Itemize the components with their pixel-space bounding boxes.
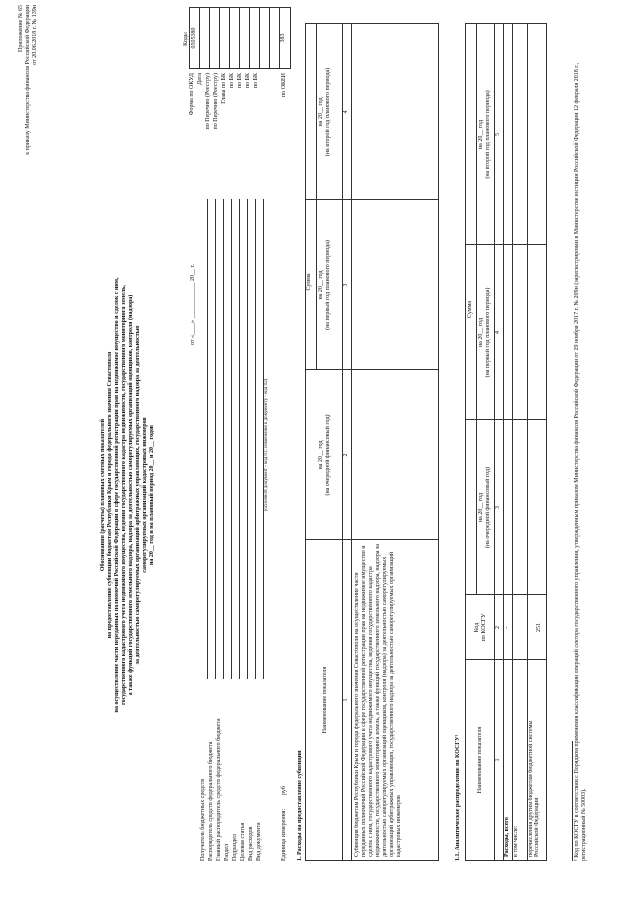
date-line: от «____» ____________ 20__ г. [190,264,196,345]
title-line-8: на 20__ год и на плановый период 20__ и 20__ годов [149,424,155,566]
table-2-colnum-4: 4 [495,331,501,334]
section-1-title: 1. Расходы на предоставление субвенции [297,750,303,861]
table-2-colnum-3: 3 [495,506,501,509]
table-1-colnum-2: 2 [343,453,349,457]
table-2-colnum-1: 1 [495,758,501,762]
table-2-row-total-code: - [504,626,510,629]
unit-value: руб [281,786,287,795]
table-2-head-code: Код [474,622,480,633]
table-1-head-year-2-note: (на первый год планового периода) [325,240,331,330]
title-line-5: а также функций государственного земельного надзора, надзора за деятельностью саморегулируемых организаций оценщиков, контроля (надзора) [128,294,134,696]
table-2-row-transfers: перечисления другим бюджетам бюджетной системы [528,720,534,857]
table-2-colnum-5: 5 [495,133,501,136]
table-1-head-name: Наименование показателя [322,666,328,734]
code-label-okud: Форма по ОКУД [189,73,195,116]
code-label-list: по Перечню (Реестру) [213,73,219,130]
appendix-line-3: от 20.06.2018 г. № 139н [32,5,38,65]
code-label-bk-1: Глава по БК [221,73,227,104]
code-label-bk-5: по БК [253,73,259,89]
code-okei: 383 [280,33,286,43]
code-label-bk-2: по БК [229,73,235,89]
code-label-okei: по ОКЕИ [281,73,287,98]
code-label-bk-3: по БК [237,73,243,89]
code-okud: 0505380 [191,27,197,49]
table-2 [465,23,547,861]
table-1-colnum-3: 3 [343,283,349,287]
table-2-head-year-1-note: (на очередной финансовый год) [485,466,491,549]
table-1-row-text: Субвенция бюджетам Республики Крым и города федерального значения Севастополя на осуществление части переданных полномочий Российской Федерации в сфере государственной регистрации прав на недвижимое имущество и сделок с ним, государственного кадастрового учета недвижимого имущества, ведения государственного кадастра недвижимости, государственного мониторинга земель, а также функций государственного земельного надзора, надзора за деятельностью саморегулируемых организаций оценщиков, контроля (надзора) за деятельностью саморегулируемых организаций арбитражных управляющих, государственного надзора за деятельностью саморегулируемых организаций кадастровых инженеров [354,544,402,857]
table-2-head-year-2-note: (на первый год планового периода) [485,287,491,378]
title-line-1: Обоснования (расчеты) плановых сметных показателей [100,418,106,572]
table-1-colnum-4: 4 [343,110,349,114]
unit-label: Единица измерения: [281,808,287,861]
table-2-head-year-2: на 20__ год [478,317,484,348]
field-manager: Распорядитель средств федерального бюджета [208,741,214,861]
field-recipient: Получатель бюджетных средств [200,778,206,861]
table-2-head-year-3: на 20__ год [478,119,484,150]
title-line-3: на осуществление части переданных полномочий Российской Федерации в сфере государственной регистрации прав на недвижимое имущество и сделок с ним, [114,277,120,713]
table-1 [305,23,439,861]
table-2-row-total: Расходы, всего [504,817,510,857]
title-line-7: саморегулируемых организаций кадастровых инженеров [142,417,148,573]
title-line-4: государственного кадастрового учета недвижимого имущества, ведения государственного кадастра недвижимости, государственного мониторинга земель, [121,285,127,705]
table-2-colnum-2: 2 [495,626,501,629]
field-chief-manager: Главный распорядитель средств федерального бюджета [216,718,222,861]
field-target-item: Целевая статья [240,822,246,861]
codes-header: Коды [183,32,189,46]
field-section: Раздел [224,844,230,861]
field-document-type: Вид документа [256,822,262,861]
table-1-head-year-3-note: (на второй год планового периода) [325,67,331,157]
table-1-head-year-1-note: (на очередной финансовый год) [325,414,331,496]
document-type-hint: (основной документ - код 01; изменения к документу - код 02) [264,378,269,512]
field-expense-type: Вид расходов [248,826,254,861]
table-2-head-sum: Сумма [467,301,473,318]
code-label-bk-4: по БК [245,73,251,89]
table-1-head-sum: Сумма [306,273,312,291]
section-1-1-title: 1.1. Аналитическое распределение по КОСГУ¹ [455,734,461,861]
code-label-date: Дата [197,73,203,85]
table-2-row-transfers-2: Российской Федерации [534,797,540,857]
table-2-head-code-2: по КОСГУ [481,613,487,642]
table-2-row-including: в том числе: [513,825,519,857]
table-1-colnum-1: 1 [343,698,349,702]
footnote: ¹ Код по КОСГУ в соответствии с Порядком применения классификации операций сектора государственного управления, утвержденным приказом Министерства финансов Российской Федерации от 29 ноября 2017 г. № 209н (зарегистрирован в Министерстве юстиции Российской Федерации 12 февраля 2018 г., регистрационный № 50003). [574,62,587,861]
code-label-registry: по Перечню (Реестру) [205,73,211,130]
codes-box [189,7,291,69]
title-line-2: на предоставление субвенции бюджетам Республики Крым и города федерального значения Севастополя [107,351,113,639]
table-2-head-name: Наименование показателя [477,726,483,794]
appendix-line-1: Приложение № 65 [18,5,24,52]
appendix-line-2: к приказу Министерства финансов Российской Федерации [25,5,31,155]
table-1-head-year-1: на 20__ год [318,440,324,470]
table-2-head-year-1: на 20__ год [478,492,484,523]
field-subsection: Подраздел [232,834,238,861]
title-line-6: за деятельностью саморегулируемых организаций арбитражных управляющих, государственного надзора за деятельностью [135,325,141,665]
table-1-head-year-2: на 20__ год [318,270,324,300]
table-2-head-year-3-note: (на второй год планового периода) [485,90,491,179]
table-2-row-transfers-code: 251 [536,623,542,632]
table-1-head-year-3: на 20__ год [318,97,324,127]
